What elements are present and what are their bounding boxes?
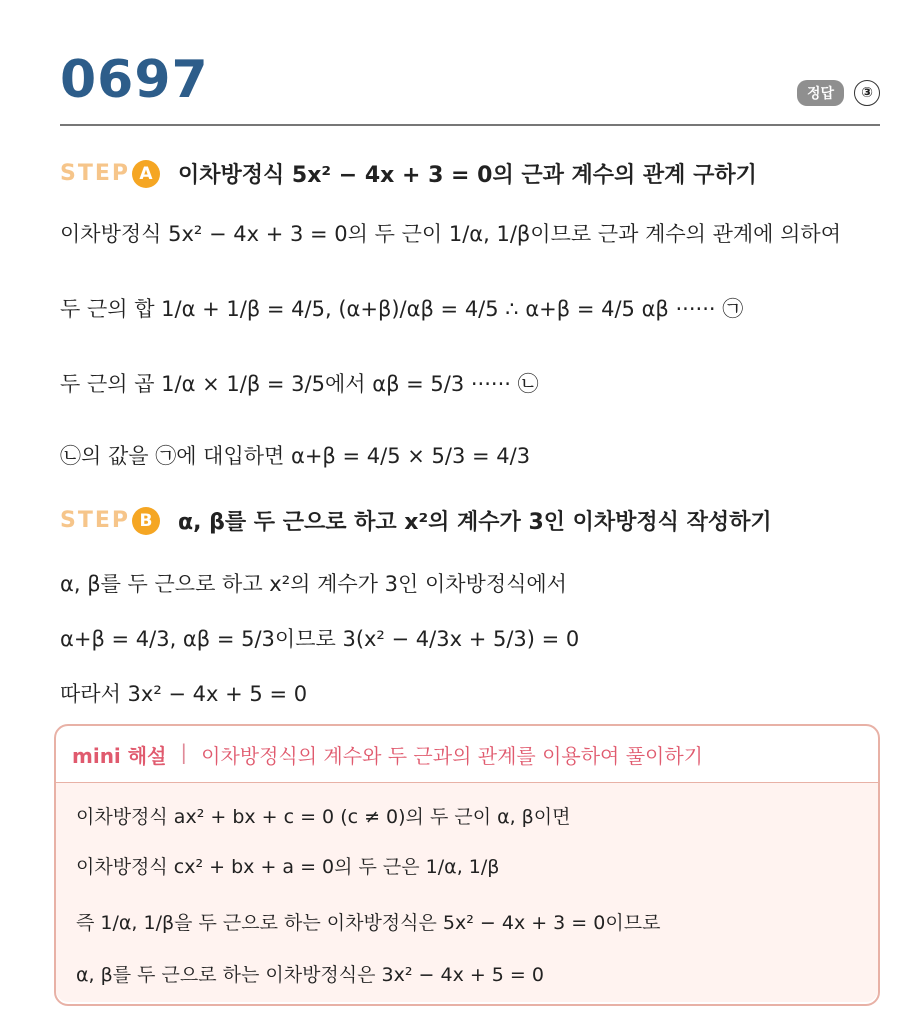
step-a-line-2: 두 근의 합 1/α + 1/β = 4/5, (α+β)/αβ = 4/5 ∴ α+β = 4/5 αβ ······ ㉠ <box>60 297 744 321</box>
mini-line-3: 즉 1/α, 1/β을 두 근으로 하는 이차방정식은 5x² − 4x + 3 = 0이므로 <box>76 912 661 934</box>
step-a-line-4: ㉡의 값을 ㉠에 대입하면 α+β = 4/5 × 5/3 = 4/3 <box>60 444 531 468</box>
step-b-line-2: α+β = 4/3, αβ = 5/3이므로 3(x² − 4/3x + 5/3) = 0 <box>60 627 580 651</box>
step-a-title: 이차방정식 5x² − 4x + 3 = 0의 근과 계수의 관계 구하기 <box>178 163 757 188</box>
step-b-title: α, β를 두 근으로 하고 x²의 계수가 3인 이차방정식 작성하기 <box>178 510 772 535</box>
step-b-letter-icon: B <box>132 507 160 535</box>
step-a-letter-icon: A <box>132 160 160 188</box>
mini-title: 이차방정식의 계수와 두 근과의 관계를 이용하여 풀이하기 <box>201 744 703 768</box>
answer-label: 정답 <box>797 80 844 106</box>
step-b-heading <box>60 505 772 536</box>
problem-number: 0697 <box>60 50 209 110</box>
step-b-line-1: α, β를 두 근으로 하고 x²의 계수가 3인 이차방정식에서 <box>60 572 567 596</box>
step-a-heading <box>60 158 757 189</box>
step-b-tag: STEP <box>60 508 131 533</box>
step-a-line-1: 이차방정식 5x² − 4x + 3 = 0의 두 근이 1/α, 1/β이므로 근과 계수의 관계에 의하여 <box>60 222 842 246</box>
mini-separator: | <box>180 740 188 764</box>
step-b-line-3: 따라서 3x² − 4x + 5 = 0 <box>60 682 308 706</box>
mini-tag: mini 해설 <box>72 744 167 768</box>
step-a-line-3: 두 근의 곱 1/α × 1/β = 3/5에서 αβ = 5/3 ······ ㉡ <box>60 372 539 396</box>
mini-line-2: 이차방정식 cx² + bx + a = 0의 두 근은 1/α, 1/β <box>76 856 500 878</box>
step-a-tag: STEP <box>60 161 131 186</box>
header-divider <box>60 124 880 126</box>
answer-area <box>797 80 880 106</box>
mini-header <box>72 740 703 769</box>
mini-line-4: α, β를 두 근으로 하는 이차방정식은 3x² − 4x + 5 = 0 <box>76 964 544 986</box>
mini-line-1: 이차방정식 ax² + bx + c = 0 (c ≠ 0)의 두 근이 α, β이면 <box>76 806 571 828</box>
answer-value: ③ <box>854 80 880 106</box>
